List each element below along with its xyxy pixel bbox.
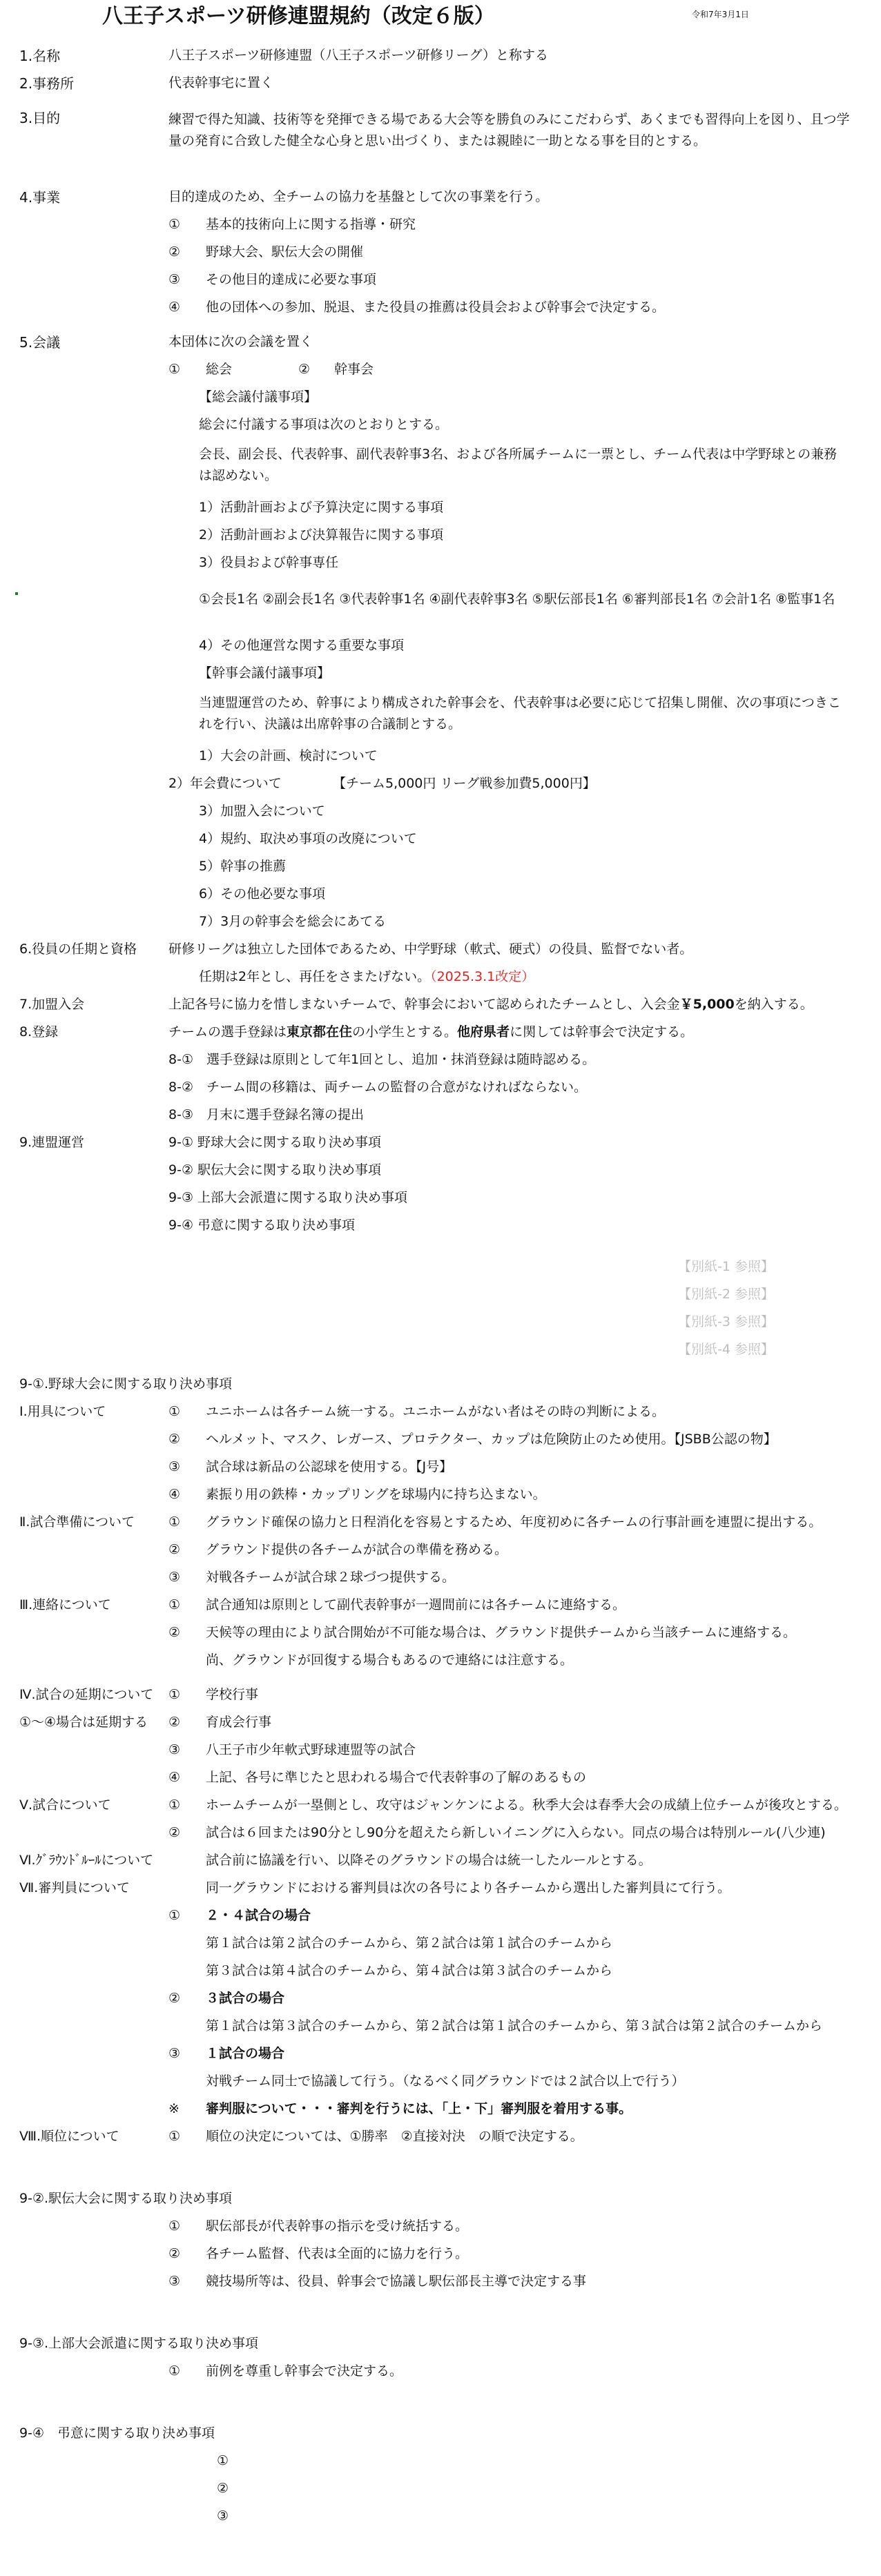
rule-item: グラウンド提供の各チームが試合の準備を務める。 xyxy=(206,1542,508,1557)
article-9-item: 9-② 駅伝大会に関する取り決め事項 xyxy=(168,1162,382,1178)
baseball-s3-label: Ⅲ.連絡について xyxy=(19,1597,111,1612)
soukai-heading: 【総会議付議事項】 xyxy=(199,389,318,404)
item-num: ① xyxy=(168,2129,181,2144)
rule-item: 前例を尊重し幹事会で決定する。 xyxy=(206,2363,403,2379)
rule-item: 順位の決定については、①勝率 ②直接対決 の順で決定する。 xyxy=(206,2129,583,2144)
article-4-item: 他の団体への参加、脱退、また役員の推薦は役員会および幹事会で決定する。 xyxy=(206,300,666,315)
meeting-1-num: ① xyxy=(168,362,181,377)
article-7-text xyxy=(168,996,813,1013)
entry-fee: ￥5,000 xyxy=(679,997,735,1012)
item-num: ④ xyxy=(168,1487,181,1502)
rule-item: ヘルメット、マスク、レガース、プロテクター、カップは危険防止のため使用。【JSBB公認の物】 xyxy=(206,1432,777,1447)
item-num: ③ xyxy=(168,1742,181,1757)
soukai-item: 1）活動計画および予算決定に関する事項 xyxy=(199,500,444,515)
kanji-item: 7）3月の幹事会を総会にあてる xyxy=(199,914,387,929)
article-9-item: 9-③ 上部大会派遣に関する取り決め事項 xyxy=(168,1190,408,1205)
soukai-item: 4）その他運営な関する重要な事項 xyxy=(199,638,405,653)
article-8-item: 8-② チーム間の移籍は、両チームの監督の合意がなければならない。 xyxy=(168,1080,587,1095)
rule-item: 試合は６回または90分とし90分を超えたら新しいイニングに入らない。同点の場合は特別ルール(八少連) xyxy=(206,1825,826,1840)
rule-item: 素振り用の鉄棒・カップリングを球場内に持ち込まない。 xyxy=(206,1487,546,1502)
item-num: ② xyxy=(168,1991,181,2006)
article-6-label: 6.役員の任期と資格 xyxy=(19,941,137,957)
rule-item: 試合通知は原則として副代表幹事が一週間前には各チームに連絡する。 xyxy=(206,1597,626,1612)
haken-heading: 9-③.上部大会派遣に関する取り決め事項 xyxy=(19,2336,259,2351)
article-5-intro: 本団体に次の会議を置く xyxy=(168,334,313,349)
rule-item: 第１試合は第３試合のチームから、第２試合は第１試合のチームから、第３試合は第２試合のチームから xyxy=(206,2018,823,2033)
rule-item: ユニホームは各チーム統一する。ユニホームがない者はその時の判断による。 xyxy=(206,1404,666,1419)
case-heading: ３試合の場合 xyxy=(206,1991,285,2006)
article-8-t1: チームの選手登録は xyxy=(168,1024,287,1040)
article-2-text: 代表幹事宅に置く xyxy=(168,75,274,90)
baseball-s4-sublabel: ①～④場合は延期する xyxy=(19,1715,148,1730)
rule-item: 各チーム監督、代表は全面的に協力を行う。 xyxy=(206,2246,469,2261)
rule-item: 対戦チーム同士で協議して行う。（なるべく同グラウンドでは２試合以上で行う） xyxy=(206,2074,685,2089)
item-num: ③ xyxy=(168,2274,181,2289)
rule-note: 尚、グラウンドが回復する場合もあるので連絡には注意する。 xyxy=(206,1652,574,1668)
kanji-item: 5）幹事の推薦 xyxy=(199,859,287,874)
article-6-text: 研修リーグは独立した団体であるため、中学野球（軟式、硬式）の役員、監督でない者。 xyxy=(168,941,693,957)
baseball-s6-label: Ⅵ.ｸﾞﾗｳﾝﾄﾞﾙｰﾙについて xyxy=(19,1853,154,1868)
item-num: ③ xyxy=(168,1570,181,1585)
article-8-item: 8-③ 月末に選手登録名簿の提出 xyxy=(168,1107,364,1122)
blank-item: ③ xyxy=(217,2508,229,2524)
item-num: ③ xyxy=(168,2046,181,2061)
choi-heading: 9-④ 弔意に関する取り決め事項 xyxy=(19,2426,215,2441)
article-8-t3: に関しては幹事会で決定する。 xyxy=(510,1024,694,1040)
article-2-label: 2.事務所 xyxy=(19,75,75,92)
rule-item: 第１試合は第２試合のチームから、第２試合は第１試合のチームから xyxy=(206,1935,613,1951)
article-3-label: 3.目的 xyxy=(19,110,61,126)
rule-item: 八王子市少年軟式野球連盟等の試合 xyxy=(206,1742,416,1757)
soukai-members: 会長、副会長、代表幹事、副代表幹事3名、および各所属チームに一票とし、チーム代表は中学野球との兼務は認めない。 xyxy=(199,447,838,483)
kanji-item: 6）その他必要な事項 xyxy=(199,886,326,901)
soukai-item: 3）役員および幹事専任 xyxy=(199,555,339,570)
rule-item: 競技場所等は、役員、幹事会で協議し駅伝部長主導で決定する事 xyxy=(206,2274,587,2289)
article-8-label: 8.登録 xyxy=(19,1024,59,1040)
kanji-text: 当連盟運営のため、幹事により構成された幹事会を、代表幹事は必要に応じて招集し開催、次の事項につきこれを行い、決議は出席幹事の合議制とする。 xyxy=(199,695,841,732)
article-7-label: 7.加盟入会 xyxy=(19,997,85,1012)
article-4-intro: 目的達成のため、全チームの協力を基盤として次の事業を行う。 xyxy=(168,189,549,204)
rule-item: 試合球は新品の公認球を使用する。【J号】 xyxy=(206,1459,453,1474)
item-num: ② xyxy=(168,1432,181,1447)
article-8-t2: の小学生とする。 xyxy=(352,1024,458,1040)
uniform-note: 審判服について・・・審判を行うには、「上・下」審判服を着用する事。 xyxy=(206,2101,632,2116)
page-title: 八王子スポーツ研修連盟規約（改定６版） xyxy=(102,4,495,28)
margin-dot xyxy=(15,592,18,595)
article-5-label: 5.会議 xyxy=(19,334,61,351)
item-num: ② xyxy=(168,1625,181,1640)
kanji-item: 1）大会の計画、検討について xyxy=(199,748,378,763)
article-8-b2: 他府県者 xyxy=(457,1024,510,1040)
article-4-item-num: ② xyxy=(168,244,181,260)
baseball-s2-label: Ⅱ.試合準備について xyxy=(19,1514,135,1530)
note-mark: ※ xyxy=(168,2101,180,2116)
blank-item: ② xyxy=(217,2481,229,2496)
article-7-text-a: 上記各号に協力を惜しまないチームで、幹事会において認められたチームとし、入会金 xyxy=(168,997,680,1012)
item-num: ① xyxy=(168,1514,181,1530)
rule-item: 上記、各号に準じたと思われる場合で代表幹事の了解のあるもの xyxy=(206,1770,587,1785)
kanji-item: 3）加盟入会について xyxy=(199,803,325,819)
article-9-item: 9-④ 弔意に関する取り決め事項 xyxy=(168,1218,356,1233)
article-1-text: 八王子スポーツ研修連盟（八王子スポーツ研修リーグ）と称する xyxy=(168,48,549,63)
item-num: ① xyxy=(168,2218,181,2234)
rule-item: ホームチームが一塁側とし、攻守はジャンケンによる。秋季大会は春季大会の成績上位チームが後攻とする。 xyxy=(206,1797,847,1813)
attachment-ref: 【別紙-3 参照】 xyxy=(678,1314,774,1329)
ekiden-heading: 9-②.駅伝大会に関する取り決め事項 xyxy=(19,2191,233,2206)
kanji-item: 2）年会費について xyxy=(168,776,282,791)
meeting-1: 総会 xyxy=(206,362,233,377)
article-9-item: 9-① 野球大会に関する取り決め事項 xyxy=(168,1135,382,1150)
item-num: ② xyxy=(168,2246,181,2261)
baseball-s5-label: Ⅴ.試合について xyxy=(19,1797,111,1813)
meeting-2: 幹事会 xyxy=(334,362,374,377)
article-4-item-num: ④ xyxy=(168,300,181,315)
article-4-item: 野球大会、駅伝大会の開催 xyxy=(206,244,364,260)
item-num: ① xyxy=(168,1597,181,1612)
rule-item: 育成会行事 xyxy=(206,1715,272,1730)
item-num: ③ xyxy=(168,1459,181,1474)
baseball-s1-label: Ⅰ.用具について xyxy=(19,1404,106,1419)
baseball-s7-label: Ⅶ.審判員について xyxy=(19,1880,130,1895)
baseball-s8-label: Ⅷ.順位について xyxy=(19,2129,119,2144)
rule-item: 第３試合は第４試合のチームから、第４試合は第３試合のチームから xyxy=(206,1963,613,1978)
baseball-s4-label: Ⅳ.試合の延期について xyxy=(19,1687,154,1702)
article-6-term xyxy=(199,968,534,986)
article-4-item: 基本的技術向上に関する指導・研究 xyxy=(206,217,416,232)
term-text: 任期は2年とし、再任をさまたげない。 xyxy=(199,969,431,984)
kanji-heading: 【幹事会議付議事項】 xyxy=(199,665,331,681)
item-num: ① xyxy=(168,1404,181,1419)
baseball-heading: 9-①.野球大会に関する取り決め事項 xyxy=(19,1376,233,1392)
rule-item: 天候等の理由により試合開始が不可能な場合は、グラウンド提供チームから当該チームに連絡する。 xyxy=(206,1625,797,1640)
item-num: ② xyxy=(168,1825,181,1840)
rule-item: 駅伝部長が代表幹事の指示を受け統括する。 xyxy=(206,2218,469,2234)
case-heading: １試合の場合 xyxy=(206,2046,285,2061)
rule-item: 同一グラウンドにおける審判員は次の各号により各チームから選出した審判員にて行う。 xyxy=(206,1880,731,1895)
rule-item: グラウンド確保の協力と日程消化を容易とするため、年度初めに各チームの行事計画を連盟に提出する。 xyxy=(206,1514,822,1530)
document-date: 令和7年3月1日 xyxy=(692,10,749,19)
item-num: ② xyxy=(168,1542,181,1557)
attachment-ref: 【別紙-4 参照】 xyxy=(678,1342,774,1357)
revision-note: （2025.3.1改定） xyxy=(430,969,535,984)
meeting-2-num: ② xyxy=(298,362,311,377)
item-num: ① xyxy=(168,1797,181,1813)
article-4-item-num: ① xyxy=(168,217,181,232)
item-num: ① xyxy=(168,1908,181,1923)
article-8-b1: 東京都在住 xyxy=(287,1024,353,1040)
blank-item: ① xyxy=(217,2453,229,2468)
attachment-ref: 【別紙-1 参照】 xyxy=(678,1259,774,1274)
officer-list: ①会長1名 ②副会長1名 ③代表幹事1名 ④副代表幹事3名 ⑤駅伝部長1名 ⑥審判部長1名 ⑦会計1名 ⑧監事1名 xyxy=(199,592,835,607)
article-4-label: 4.事業 xyxy=(19,189,61,206)
soukai-text: 総会に付議する事項は次のとおりとする。 xyxy=(199,417,449,432)
article-4-item: その他目的達成に必要な事項 xyxy=(206,272,377,287)
article-8-text xyxy=(168,1024,693,1041)
item-num: ① xyxy=(168,1687,181,1702)
rule-item: 試合前に協議を行い、以降そのグラウンドの場合は統一したルールとする。 xyxy=(206,1853,652,1868)
article-1-label: 1.名称 xyxy=(19,48,61,64)
soukai-item: 2）活動計画および決算報告に関する事項 xyxy=(199,527,444,543)
article-4-item-num: ③ xyxy=(168,272,181,287)
item-num: ① xyxy=(168,2363,181,2379)
annual-fee: 【チーム5,000円 リーグ戦参加費5,000円】 xyxy=(333,776,596,791)
article-9-label: 9.連盟運営 xyxy=(19,1135,85,1150)
item-num: ④ xyxy=(168,1770,181,1785)
attachment-ref: 【別紙-2 参照】 xyxy=(678,1287,774,1302)
rule-item: 対戦各チームが試合球２球づつ提供する。 xyxy=(206,1570,456,1585)
kanji-item: 4）規約、取決め事項の改廃について xyxy=(199,831,417,846)
article-3-text: 練習で得た知識、技術等を発揮できる場である大会等を勝負のみにこだわらず、あくまでも習得向上を図り、且つ学量の発育に合致した健全な心身と思い出づくり、または親睦に一助となる事を目的とする。 xyxy=(168,112,850,148)
article-8-item: 8-① 選手登録は原則として年1回とし、追加・抹消登録は随時認める。 xyxy=(168,1052,596,1067)
article-7-text-b: を納入する。 xyxy=(734,997,813,1012)
item-num: ② xyxy=(168,1715,181,1730)
case-heading: ２・４試合の場合 xyxy=(206,1908,311,1923)
rule-item: 学校行事 xyxy=(206,1687,259,1702)
